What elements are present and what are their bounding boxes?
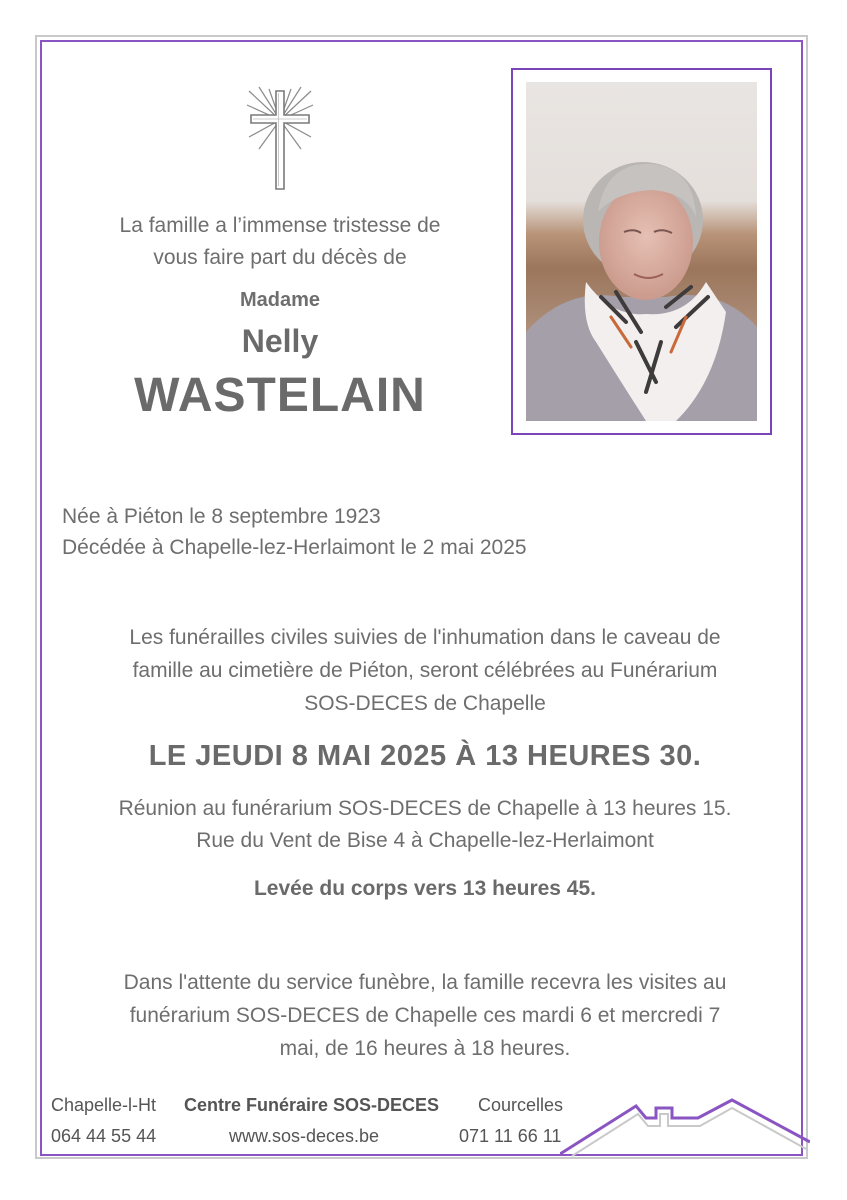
visits-text: funérarium SOS-DECES de Chapelle ces mardi 6 et mercredi 7 [129, 1004, 721, 1027]
levee-info: Levée du corps vers 13 heures 45. [253, 877, 597, 900]
first-name: Nelly [241, 323, 319, 359]
visits-text: mai, de 16 heures à 18 heures. [279, 1037, 571, 1060]
cross-icon [245, 85, 315, 191]
last-name: WASTELAIN [134, 369, 426, 422]
footer-city-left: Chapelle-l-Ht [51, 1095, 157, 1115]
funeral-text: Les funérailles civiles suivies de l'inhumation dans le caveau de [129, 626, 721, 649]
intro-line: vous faire part du décès de [153, 246, 407, 269]
footer-company: Centre Funéraire SOS-DECES [184, 1095, 440, 1115]
house-roof-logo [560, 1098, 810, 1160]
address: Rue du Vent de Bise 4 à Chapelle-lez-Herlaimont [196, 829, 654, 852]
intro-line: La famille a l’immense tristesse de [119, 214, 441, 237]
footer-city-right: Courcelles [478, 1095, 564, 1115]
funeral-text: famille au cimetière de Piéton, seront célébrées au Funérarium [132, 659, 718, 682]
meeting-info: Réunion au funérarium SOS-DECES de Chapelle à 13 heures 15. [118, 797, 732, 820]
footer-phone-right[interactable]: 071 11 66 11 [459, 1126, 562, 1146]
portrait-photo [526, 82, 757, 421]
funeral-date: LE JEUDI 8 MAI 2025 À 13 HEURES 30. [148, 740, 702, 772]
visits-text: Dans l'attente du service funèbre, la famille recevra les visites au [123, 971, 727, 994]
footer-website-link[interactable]: www.sos-deces.be [229, 1126, 380, 1146]
title-madame: Madame [239, 289, 321, 311]
birth-info: Née à Piéton le 8 septembre 1923 [62, 505, 381, 528]
death-info: Décédée à Chapelle-lez-Herlaimont le 2 mai 2025 [62, 536, 527, 559]
footer-phone-left[interactable]: 064 44 55 44 [51, 1126, 157, 1146]
funeral-text: SOS-DECES de Chapelle [304, 692, 546, 715]
